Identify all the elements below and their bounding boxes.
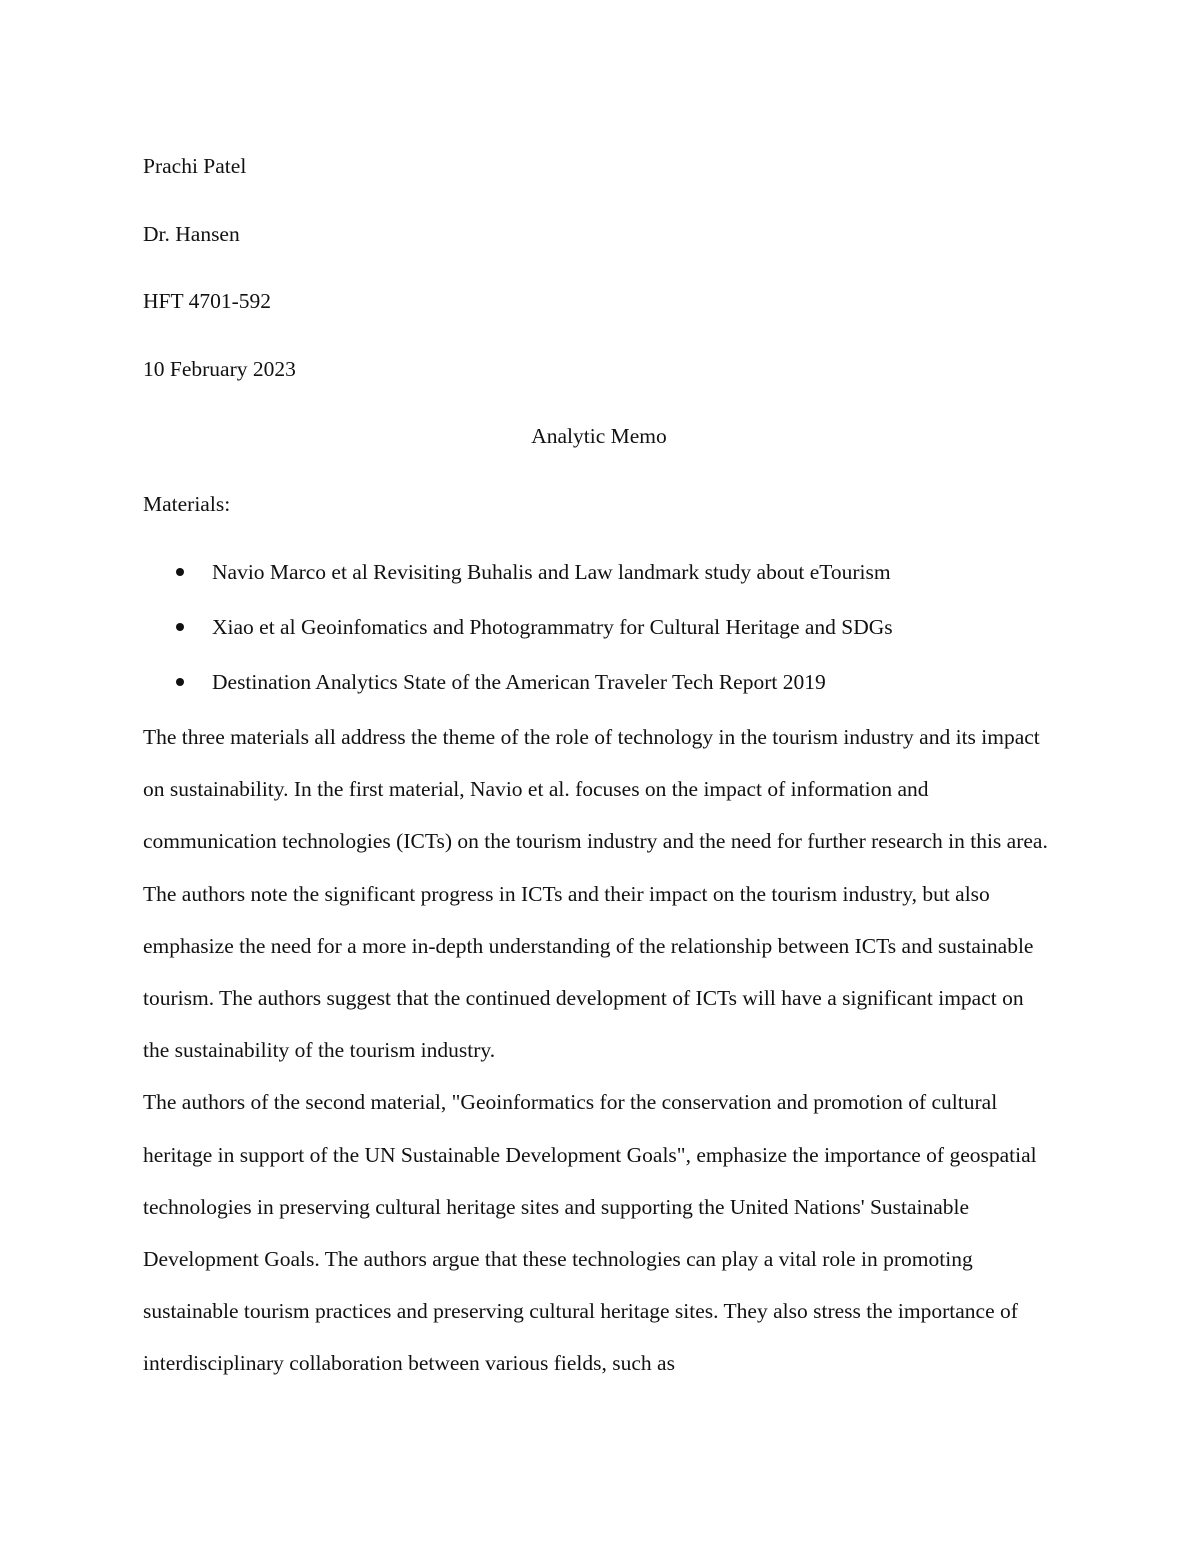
paragraph-line: and its impact on sustainability. In the first material, Navio et al. focuses on the impact of [143,725,1040,802]
paragraph-line: cultural heritage in support of the UN Sustainable Development Goals", emphasize the [143,1090,998,1167]
paragraph-line: relationship between ICTs and sustainable tourism. The authors suggest that the continued [143,933,1034,1011]
document-body [143,140,1055,1390]
list-item-text: Xiao et al Geoinfomatics and Photogrammatry for Cultural Heritage and SDGs [212,615,893,639]
student-name: Prachi Patel [143,154,247,178]
document-title: Analytic Memo [531,424,667,448]
bullet-icon [176,678,184,686]
materials-label: Materials: [143,492,231,516]
paragraph-line: further research in this area. The authors note the significant progress in ICTs and their impact [143,829,1048,906]
list-item [143,601,1055,656]
paragraph-line: The three materials all address the theme of the role of technology in the tourism industry [143,725,914,749]
bullet-icon [176,568,184,576]
paragraph-line: on the tourism industry, but also emphasize the need for a more in-depth understanding of the [143,881,990,958]
paragraph-line: play a vital role in promoting sustainable tourism practices and preserving cultural heritage sites. [143,1247,973,1324]
list-item [143,656,1055,711]
bullet-icon [176,623,184,631]
paragraph-line: development of ICTs will have a significant impact on the sustainability of the tourism industry. [143,986,1024,1063]
instructor-name: Dr. Hansen [143,221,240,246]
paragraph-line: information and communication technologies (ICTs) on the tourism industry and the need for [143,777,929,854]
course-code: HFT 4701-592 [143,289,272,313]
paragraph-line: They also stress the importance of interdisciplinary collaboration between various fields, such as [143,1299,1018,1376]
paragraph-line: United Nations' Sustainable Development Goals. The authors argue that these technologies can [143,1194,970,1272]
materials-list [143,546,1055,711]
paragraph-line: The authors of the second material, "Geoinformatics for the conservation and promotion of [143,1090,927,1115]
paragraph-2 [143,1076,1055,1389]
list-item-text: Destination Analytics State of the American Traveler Tech Report 2019 [212,670,826,694]
paragraph-line: importance of geospatial technologies in preserving cultural heritage sites and supporting the [143,1142,1037,1219]
list-item [143,546,1055,601]
document-date: 10 February 2023 [143,356,296,381]
paragraph-1 [143,711,1055,1076]
list-item-text: Navio Marco et al Revisiting Buhalis and Law landmark study about eTourism [212,560,891,584]
